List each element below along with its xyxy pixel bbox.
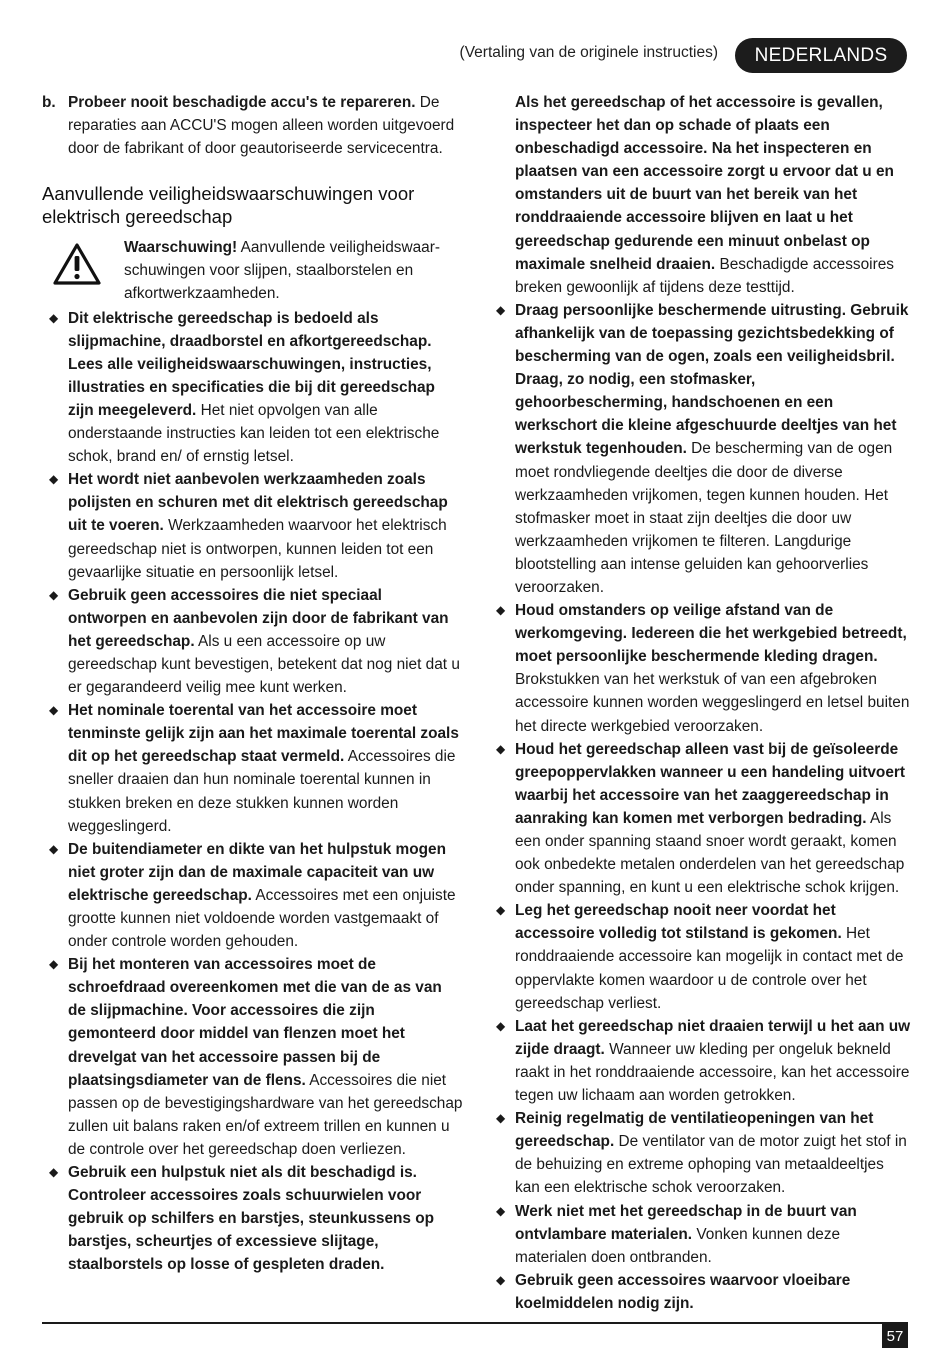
item-text: De reparaties aan ACCU'S mogen alleen worden uitgevoerd door de fabrikant of door geautoriseerde servicecentra. bbox=[68, 94, 455, 158]
item-bold-text: Werk niet met het gereedschap in de buurt van ontvlambare materialen. bbox=[515, 1202, 857, 1243]
item-text: Accessoires die sneller draaien dan hun nominale toerental kunnen in stukken breken en deze stukken kunnen worden weggeslingerd. bbox=[68, 748, 456, 835]
diamond-bullet-icon: ◆ bbox=[496, 741, 506, 756]
list-item bbox=[42, 1161, 464, 1276]
item-text: Het ronddraaiende accessoire kan mogelijk in contact met de oppervlakte komen waardoor u de controle over het gereedschap verliest. bbox=[515, 925, 904, 1012]
warning-text: Aanvullende veiligheidswaar- schuwingen voor slijpen, staalborstelen en afkortwerkzaamheden. bbox=[124, 239, 440, 303]
list-item bbox=[42, 468, 464, 583]
language-badge: NEDERLANDS bbox=[735, 38, 907, 73]
item-bold-text: Houd het gereedschap alleen vast bij de geïsoleerde greepoppervlakken wanneer u een handeling uitvoert waarbij het accessoire van het zaaggereedschap in aanraking kan komen met verborgen bedrading. bbox=[515, 740, 905, 827]
list-item bbox=[42, 953, 464, 1161]
list-item bbox=[496, 299, 911, 599]
item-bold-text: Reinig regelmatig de ventilatieopeningen van het gereedschap. bbox=[515, 1110, 874, 1151]
diamond-bullet-icon: ◆ bbox=[49, 472, 59, 487]
item-text: Accessoires met een onjuiste grootte kunnen niet voldoende worden vastgemaakt of onder controle worden gehouden. bbox=[68, 886, 456, 951]
item-bold-text: Het wordt niet aanbevolen werkzaamheden zoals polijsten en schuren met dit elektrisch gereedschap uit te voeren. bbox=[68, 471, 448, 535]
diamond-bullet-icon: ◆ bbox=[49, 703, 59, 718]
item-text: Accessoires die niet passen op de bevestigingshardware van het gereedschap zullen uit balans raken en/of extreem trillen en kunnen u de controle over het gereedschap doen verliezen. bbox=[68, 1071, 463, 1158]
diamond-bullet-icon: ◆ bbox=[49, 587, 59, 602]
list-item bbox=[42, 307, 464, 469]
item-text: Wanneer uw kleding per ongeluk bekneld raakt in het ronddraaiende accessoire, kan het accessoire tegen uw lichaam aan worden getrokken. bbox=[515, 1040, 910, 1105]
item-text: De bescherming van de ogen moet rondvliegende deeltjes die door de diverse werkzaamheden vrijkomen, tegen kunnen houden. Het stofmasker moet in staat zijn deeltjes die door uw werkzaamheden vrijkomen te filteren. Langdurige blootstelling aan intense geluiden kan gehoorverlies veroorzaken. bbox=[515, 440, 893, 596]
item-bold-text: De buitendiameter en dikte van het hulpstuk mogen niet groter zijn dan de maximale capaciteit van uw elektrische gereedschap. bbox=[68, 840, 446, 904]
list-item bbox=[496, 1015, 911, 1107]
item-bold-text: Draag persoonlijke beschermende uitrusting. Gebruik afhankelijk van de toepassing gezichtsbedekking of bescherming van de ogen, zoals een veiligheidsbril. Draag, zo nodig, een stofmasker, gehoorbescherming, handschoenen en een werkschort die kleine afgeschuurde deeltjes van het werkstuk tegenhouden. bbox=[515, 301, 909, 458]
warning-bold-text: Waarschuwing! bbox=[124, 239, 238, 257]
left-column bbox=[42, 91, 464, 1277]
item-text: Als een onder spanning staand snoer wordt geraakt, komen ook onbedekte metalen onderdelen van het gereedschap onder spanning, en kunt u een elektrische schok krijgen. bbox=[515, 809, 905, 897]
diamond-bullet-icon: ◆ bbox=[49, 957, 59, 972]
item-bold-text: Als het gereedschap of het accessoire is gevallen, inspecteer het dan op schade of plaats een onbeschadigd accessoire. Na het inspecteren en plaatsen van een accessoire zorgt u ervoor dat u en omstanders uit de buurt van het bereik van het ronddraaiende accessoire blijven en laat u het gereedschap gedurende een minuut onbelast op maximale snelheid draaien. bbox=[515, 94, 894, 273]
list-item bbox=[496, 1107, 911, 1199]
list-item bbox=[496, 1200, 911, 1269]
diamond-bullet-icon: ◆ bbox=[496, 1018, 506, 1033]
item-bold-text: Houd omstanders op veilige afstand van de werkomgeving. Iedereen die het werkgebied betreedt, moet persoonlijke beschermende kleding dragen. bbox=[515, 602, 907, 666]
item-bold-text: Probeer nooit beschadigde accu's te repareren. bbox=[68, 94, 416, 111]
diamond-bullet-icon: ◆ bbox=[49, 310, 59, 325]
diamond-bullet-icon: ◆ bbox=[496, 1203, 506, 1218]
list-item bbox=[42, 838, 464, 953]
item-text: Beschadigde accessoires breken gewoonlijk af tijdens deze testtijd. bbox=[515, 255, 894, 296]
list-item bbox=[496, 1269, 911, 1315]
list-item-b bbox=[42, 91, 464, 160]
diamond-bullet-icon: ◆ bbox=[496, 603, 506, 618]
list-item-continuation bbox=[496, 91, 911, 299]
right-column bbox=[496, 91, 911, 1315]
item-marker: b. bbox=[42, 94, 56, 111]
warning-triangle-icon bbox=[52, 242, 102, 286]
item-text: Als u een accessoire op uw gereedschap kunt bevestigen, betekent dat nog niet dat u er gegarandeerd veilig mee kunt werken. bbox=[68, 632, 460, 697]
item-text: Vonken kunnen deze materialen doen ontbranden. bbox=[515, 1225, 841, 1266]
item-text: Brokstukken van het werkstuk of van een afgebroken accessoire kunnen worden weggeslingerd en letsel buiten het directe werkgebied veroorzaken. bbox=[515, 671, 910, 735]
item-text: De ventilator van de motor zuigt het stof in de behuizing en extreme ophoping van metaaldeeltjes kan een elektrische schok veroorzaken. bbox=[515, 1133, 907, 1197]
item-text: Werkzaamheden waarvoor het elektrisch gereedschap niet is ontworpen, kunnen leiden tot een gevaarlijke situatie en persoonlijk letsel. bbox=[68, 517, 447, 581]
list-item bbox=[42, 699, 464, 838]
diamond-bullet-icon: ◆ bbox=[49, 841, 59, 856]
item-bold-text: Gebruik geen accessoires waarvoor vloeibare koelmiddelen nodig zijn. bbox=[515, 1271, 851, 1312]
item-bold-text: Laat het gereedschap niet draaien terwijl u het aan uw zijde draagt. bbox=[515, 1017, 911, 1058]
item-bold-text: Gebruik een hulpstuk niet als dit beschadigd is. Controleer accessoires zoals schuurwielen voor gebruik op schilfers en barstjes, steunkussens op barstjes, scheurtjes of excessieve slijtage, staalborstels op losse of gespleten draden. bbox=[68, 1164, 435, 1274]
item-bold-text: Leg het gereedschap nooit neer voordat het accessoire volledig tot stilstand is gekomen. bbox=[515, 902, 842, 943]
list-item bbox=[496, 899, 911, 1014]
diamond-bullet-icon: ◆ bbox=[49, 1165, 59, 1180]
header-note: (Vertaling van de originele instructies) bbox=[459, 44, 718, 61]
diamond-bullet-icon: ◆ bbox=[496, 903, 506, 918]
item-bold-text: Dit elektrische gereedschap is bedoeld als slijpmachine, draadborstel en afkortgereedschap. Lees alle veiligheidswaarschuwingen, instructies, illustraties en specificaties die bij dit gereedschap zijn meegeleverd. bbox=[68, 309, 435, 419]
list-item bbox=[496, 738, 911, 900]
diamond-bullet-icon: ◆ bbox=[496, 302, 506, 317]
page-number: 57 bbox=[882, 1324, 908, 1348]
item-bold-text: Gebruik geen accessoires die niet speciaal ontworpen en aanbevolen zijn door de fabrikant van het gereedschap. bbox=[68, 586, 449, 650]
list-item bbox=[496, 599, 911, 738]
section-heading: Aanvullende veiligheidswaarschuwingen voor elektrisch gereedschap bbox=[42, 183, 415, 228]
diamond-bullet-icon: ◆ bbox=[496, 1111, 506, 1126]
diamond-bullet-icon: ◆ bbox=[496, 1272, 506, 1287]
warning-box bbox=[42, 236, 464, 305]
list-item bbox=[42, 584, 464, 699]
item-bold-text: Bij het monteren van accessoires moet de schroefdraad overeenkomen met die van de as van de slijpmachine. Voor accessoires die zijn gemonteerd door middel van flenzen moet het drevelgat van het accessoire passen bij de plaatsingsdiameter van de flens. bbox=[68, 956, 442, 1089]
item-text: Het niet opvolgen van alle onderstaande instructies kan leiden tot een elektrische schok, brand en/ of ernstig letsel. bbox=[68, 401, 440, 466]
footer-rule bbox=[42, 1322, 908, 1324]
item-bold-text: Het nominale toerental van het accessoire moet tenminste gelijk zijn aan het maximale toerental zoals dit op het gereedschap staat vermeld. bbox=[68, 702, 459, 766]
